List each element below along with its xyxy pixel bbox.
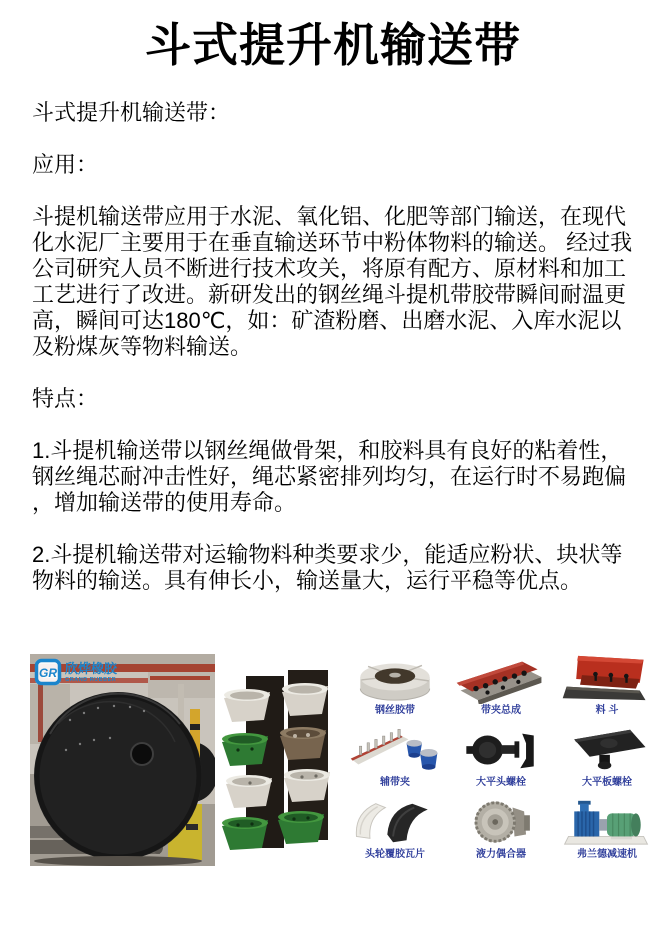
brand-name-cn: 欣烨橡胶 [65, 661, 118, 676]
part-flat-head-bolt [448, 724, 554, 796]
part-belt-clip [342, 724, 448, 796]
part-flat-plate-bolt [554, 724, 660, 796]
parts-grid [342, 652, 664, 868]
features-heading: 特点： [32, 386, 99, 411]
feature-item-1: 1.斗提机输送带以钢丝绳做骨架，和胶料具有良好的粘着性，钢丝绳芯耐冲击性好，绳芯紧密排列均匀，在运行时不易跑偏，增加输送带的使用寿命。 [32, 438, 627, 515]
part-label: 大平头螺栓 [476, 777, 526, 788]
part-label: 弗兰德减速机 [577, 849, 637, 860]
head-wheel-rubber-tile-image [345, 796, 445, 848]
flat-plate-bolt-image [557, 724, 657, 776]
part-label: 辅带夹 [380, 777, 410, 788]
part-hopper [554, 652, 660, 724]
brand-name-en: GRAND RUBBER [65, 677, 117, 683]
page-title: 斗式提升机输送带 [145, 19, 521, 71]
fluid-coupling-image [451, 796, 551, 848]
clamp-assembly-image [451, 652, 551, 704]
application-heading: 应用： [32, 152, 99, 177]
product-gallery [0, 648, 666, 923]
steel-cord-belt-image [345, 652, 445, 704]
part-label: 料 斗 [595, 705, 619, 716]
part-label: 液力偶合器 [476, 849, 526, 860]
application-paragraph: 斗提机输送带应用于水泥、氧化铝、化肥等部门输送，在现代化水泥厂主要用于在垂直输送环节中粉体物料的输送。 经过我公司研究人员不断进行技术攻关，将原有配方、原材料和加工工艺进行了改进。新研发出的钢丝绳斗提机带胶带瞬间耐温更高，瞬间可达180℃，如：矿渣粉磨、出磨水泥、入库水泥以及粉煤灰等物料输送。 [32, 204, 633, 359]
part-label: 带夹总成 [481, 705, 521, 716]
hopper-image [557, 652, 657, 704]
part-label: 头轮覆胶瓦片 [365, 849, 425, 860]
feature-item-2: 2.斗提机输送带对运输物料种类要求少，能适应粉状、块状等物料的输送。具有伸长小，输送量大，运行平稳等优点。 [32, 542, 623, 593]
part-head-wheel-rubber-tile [342, 796, 448, 868]
part-label: 钢丝胶带 [375, 705, 415, 716]
flender-reducer-image [557, 796, 657, 848]
description-text [32, 100, 636, 620]
belt-clip-image [345, 724, 445, 776]
brand-monogram: GR [39, 666, 57, 680]
factory-photo-illustration [30, 654, 215, 866]
part-fluid-coupling [448, 796, 554, 868]
part-steel-cord-belt [342, 652, 448, 724]
brand-logo [35, 659, 118, 685]
part-label: 大平板螺栓 [582, 777, 632, 788]
flat-head-bolt-image [451, 724, 551, 776]
part-flender-reducer [554, 796, 660, 868]
intro-line: 斗式提升机输送带： [32, 100, 231, 125]
bucket-board-illustration [222, 666, 337, 860]
bucket-display-board-photo [222, 666, 337, 860]
part-clamp-assembly [448, 652, 554, 724]
factory-belt-roll-photo [30, 654, 215, 866]
